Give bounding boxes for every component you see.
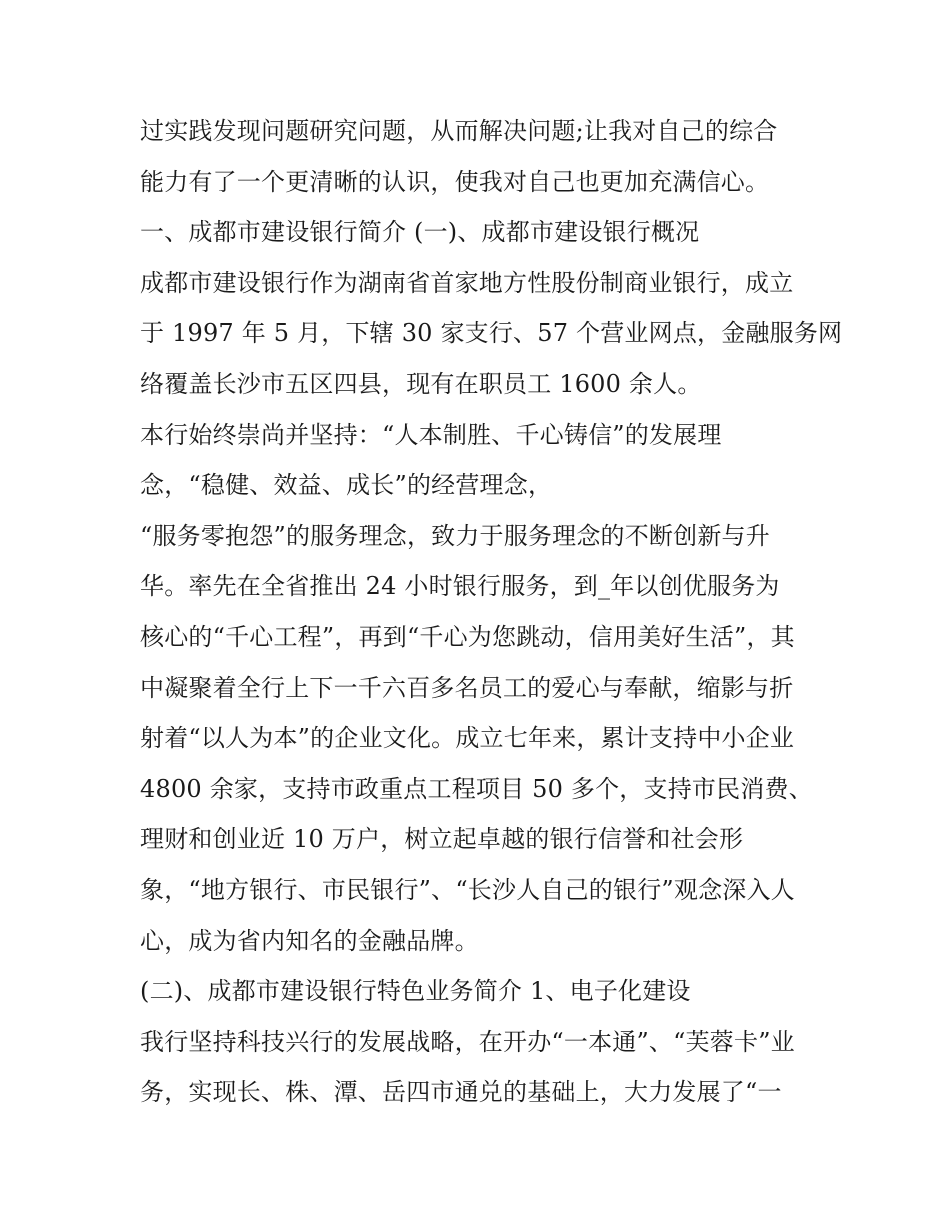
text-line: 心，成为省内知名的金融品牌。 (140, 926, 479, 955)
text-line: 成都市建设银行作为湖南省首家地方性股份制商业银行，成立 (140, 268, 794, 297)
text-line: 核心的“千心工程”，再到“千心为您跳动，信用美好生活”，其 (140, 622, 795, 651)
text-line: 过实践发现问题研究问题，从而解决问题;让我对自己的综合 (140, 117, 778, 145)
section-heading: 一、成都市建设银行简介 (一)、成都市建设银行概况 (140, 218, 700, 247)
text-line: 华。率先在全省推出 24 小时银行服务，到_年以创优服务为 (140, 572, 780, 601)
text-line: 象，“地方银行、市民银行”、“长沙人自己的银行”观念深入人 (140, 875, 795, 904)
text-line: 本行始终崇尚并坚持：“人本制胜、千心铸信”的发展理 (140, 420, 722, 449)
text-line: 于 1997 年 5 月，下辖 30 家支行、57 个营业网点，金融服务网 (140, 319, 843, 348)
text-line: 我行坚持科技兴行的发展战略，在开办“一本通”、“芙蓉卡”业 (140, 1027, 795, 1056)
text-line: 理财和创业近 10 万户，树立起卓越的银行信誉和社会形 (140, 825, 744, 854)
text-line: 念，“稳健、效益、成长”的经营理念， (140, 471, 553, 500)
text-line: 务，实现长、株、潭、岳四市通兑的基础上，大力发展了“一 (140, 1078, 782, 1107)
text-line: “服务零抱怨”的服务理念，致力于服务理念的不断创新与升 (140, 521, 770, 550)
text-line: 4800 余家，支持市政重点工程项目 50 多个，支持市民消费、 (140, 774, 813, 803)
text-line: 中凝聚着全行上下一千六百多名员工的爱心与奉献，缩影与折 (140, 673, 794, 702)
text-line: 络覆盖长沙市五区四县，现有在职员工 1600 余人。 (140, 369, 702, 398)
text-line: 射着“以人为本”的企业文化。成立七年来，累计支持中小企业 (140, 724, 795, 753)
section-heading: (二)、成都市建设银行特色业务简介 1、电子化建设 (140, 977, 691, 1006)
document-body (140, 106, 843, 1118)
text-line: 能力有了一个更清晰的认识，使我对自己也更加充满信心。 (140, 167, 770, 196)
